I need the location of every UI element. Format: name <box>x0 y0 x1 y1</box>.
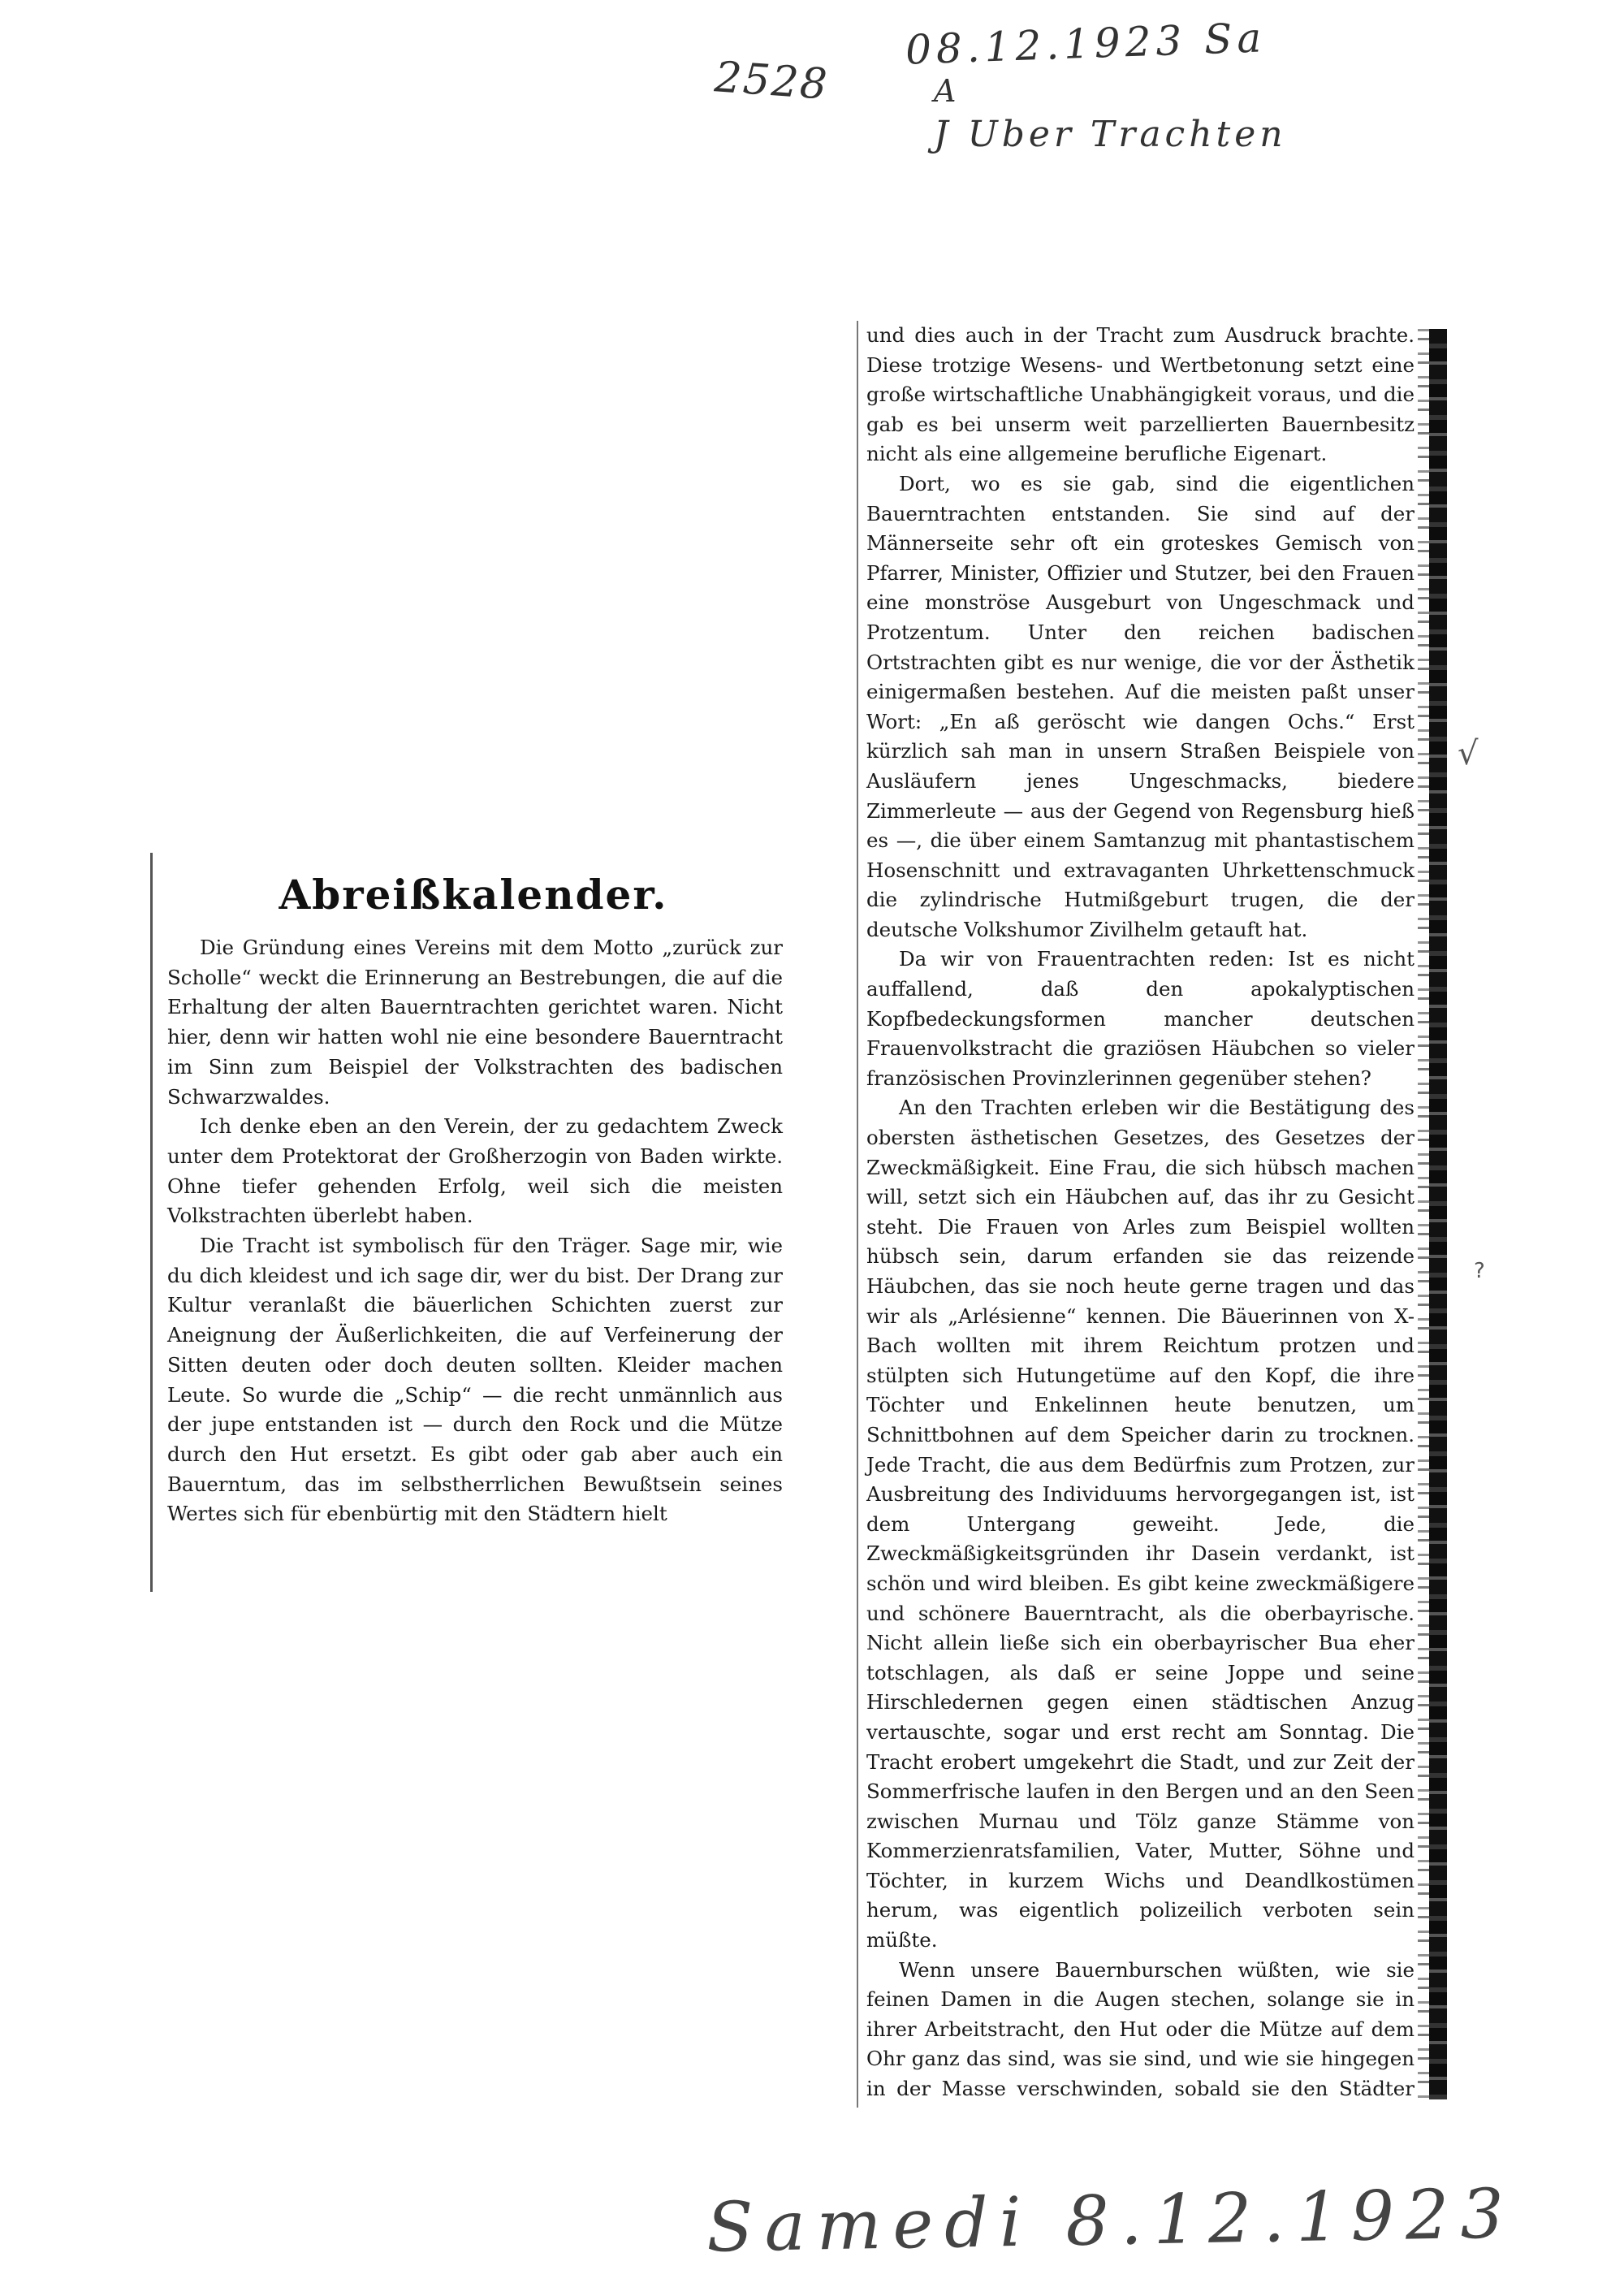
article-continuation-paragraph: Wenn unsere Bauernburschen wüßten, wie sie feinen Damen in die Augen stechen, solange sie in ihrer Arbeitstracht, den Hut oder die Mütze auf dem Ohr ganz das sind, was sie sind, und wie sie hingegen in der Masse verschwinden, sobald sie den Städter <box>866 1957 1415 2101</box>
handwritten-date: 08.12.1923 Sa <box>905 14 1268 74</box>
scan-edge-shadow <box>1429 329 1447 2099</box>
article-paragraph: Die Gründung eines Vereins mit dem Motto „zurück zur Scholle“ weckt die Erinnerung an Bestrebungen, die auf die Erhaltung der alten Bauerntrachten gerichtet waren. Nicht hier, denn wir hatten wohl nie eine besondere Bauerntracht im Sinn zum Beispiel der Volkstrachten des badischen Schwarzwaldes. <box>167 936 783 1109</box>
scan-edge-speckle <box>1418 329 1429 2099</box>
article-paragraph: Die Tracht ist symbolisch für den Träger. Sage mir, wie du dich kleidest und ich sage dir, wer du bist. Der Drang zur Kultur veranlaßt die bäuerlichen Schichten zuerst zur Aneignung der Äußerlichkeiten, die auf Verfeinerung der Sitten deuten oder doch deuten sollten. Kleider machen Leute. So wurde die „Schip“ — die recht unmännlich aus der jupe entstanden ist — durch den Rock und die Mütze durch den Hut ersetzt. Es gibt oder gab aber auch ein Bauerntum, das im selbstherrlichen Bewußtsein seines Wertes sich für ebenbürtig mit den Städtern hielt <box>167 1234 783 1526</box>
article-continuation-paragraph: Da wir von Frauentrachten reden: Ist es nicht auffallend, daß den apokalyptischen Kopfbedeckungsformen mancher deutschen Frauenvolkstracht die graziösen Häubchen so vieler französischen Provinzlerinnen gegenüber stehen? <box>866 947 1415 1090</box>
article-continuation-paragraph: Dort, wo es sie gab, sind die eigentlichen Bauerntrachten entstanden. Sie sind auf der Männerseite sehr oft ein groteskes Gemisch von Pfarrer, Minister, Offizier und Stutzer, bei den Frauen eine monströse Ausgeburt von Ungeschmack und Protzentum. Unter den reichen badischen Ortstrachten gibt es nur wenige, die vor der Ästhetik einigermaßen bestehen. Auf die meisten paßt unser Wort: „En aß geröscht wie dangen Ochs.“ Erst kürzlich sah man in unsern Straßen Beispiele von Ausläufern jenes Ungeschmacks, biedere Zimmerleute — aus der Gegend von Regensburg hieß es —, die über einem Samtanzug mit phantastischem Hosenschnitt und extravaganten Uhrkettenschmuck die zylindrische Hutmißgeburt trugen, die der deutsche Volkshumor Zivilhelm getauft hat. <box>866 471 1415 941</box>
handwritten-footer-date: Samedi 8.12.1923 <box>706 2173 1516 2268</box>
clipping-column-left <box>150 853 794 1592</box>
margin-tick-mark: √ <box>1458 735 1479 772</box>
article-continuation-paragraph: An den Trachten erleben wir die Bestätigung des obersten ästhetischen Gesetzes, des Gesetzes der Zweckmäßigkeit. Eine Frau, die sich hübsch machen will, setzt sich ein Häubchen auf, das ihr zu Gesicht steht. Die Frauen von Arles zum Beispiel wollten hübsch sein, darum erfanden sie das reizende Häubchen, das sie noch heute gerne tragen und das wir als „Arlésienne“ kennen. Die Bäuerinnen von X-Bach wollten mit ihrem Reichtum protzen und stülpten sich Hutungetüme auf den Kopf, die ihre Töchter und Enkelinnen heute benutzen, um Schnittbohnen auf dem Speicher darin zu trocknen. Jede Tracht, die aus dem Bedürfnis zum Protzen, zur Ausbreitung des Individuums hervorgegangen ist, ist dem Untergang geweiht. Jede, die Zweckmäßigkeitsgründen ihr Dasein verdankt, ist schön und wird bleiben. Es gibt keine zweckmäßigere und schönere Bauerntracht, als die oberbayrische. Nicht allein ließe sich ein oberbayrischer Bua eher totschlagen, als daß er seine Joppe und seine Hirschledernen gegen einen städtischen Anzug vertauschte, sogar und erst recht am Sonntag. Die Tracht erobert umgekehrt die Stadt, und zur Zeit der Sommerfrische laufen in den Bergen und an den Seen zwischen Murnau und Tölz ganze Stämme von Kommerzienratsfamilien, Vater, Mutter, Söhne und Töchter, in kurzem Wichs und Deandlkostümen herum, was eigentlich polizeilich verboten sein müßte. <box>866 1096 1415 1952</box>
margin-question-mark: ? <box>1474 1259 1485 1283</box>
handwritten-letter: A <box>934 73 958 109</box>
clipping-column-right <box>857 321 1447 2108</box>
handwritten-subject: J Uber Trachten <box>934 114 1287 155</box>
article-continuation-paragraph: und dies auch in der Tracht zum Ausdruck brachte. Diese trotzige Wesens- und Wertbetonung setzt eine große wirtschaftliche Unabhängigkeit voraus, und die gab es bei unserm weit parzellierten Bauernbesitz nicht als eine allgemeine berufliche Eigenart. <box>866 323 1415 466</box>
article-heading: Abreißkalender. <box>279 871 668 919</box>
article-paragraph: Ich denke eben an den Verein, der zu gedachtem Zweck unter dem Protektorat der Großherzogin von Baden wirkte. Ohne tiefer gehenden Erfolg, weil sich die meisten Volkstrachten überlebt haben. <box>167 1114 783 1228</box>
handwritten-archive-number: 2528 <box>713 53 831 110</box>
